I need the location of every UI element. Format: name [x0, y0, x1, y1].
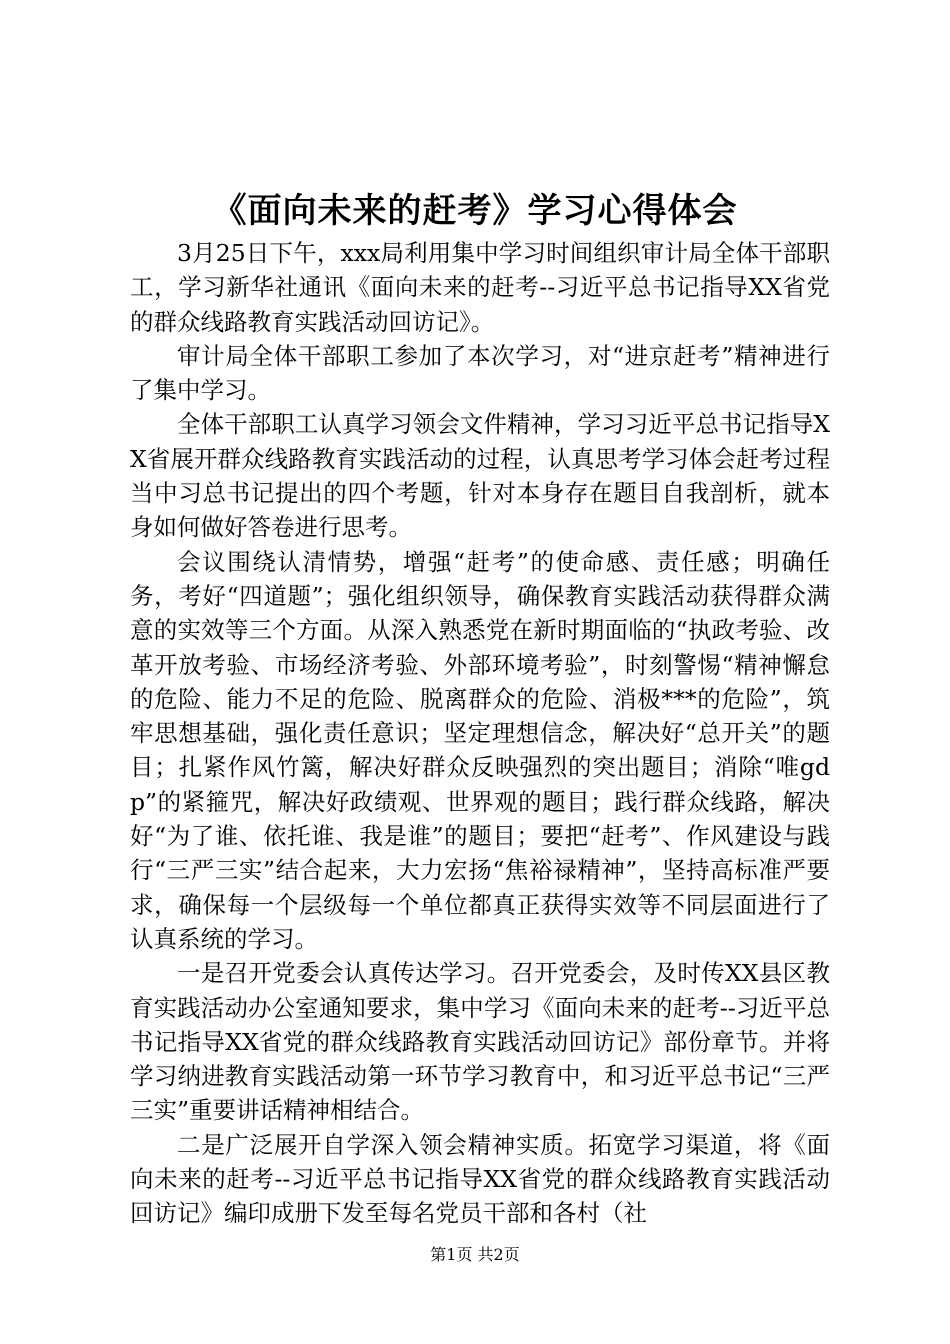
paragraph-1: 3月25日下午，xxx局利用集中学习时间组织审计局全体干部职工，学习新华社通讯《面向未来的赶考--习近平总书记指导XX省党的群众线路教育实践活动回访记》。 [130, 239, 830, 336]
document-title: 《面向未来的赶考》学习心得体会 [212, 191, 738, 231]
paragraph-2: 审计局全体干部职工参加了本次学习，对“进京赶考”精神进行了集中学习。 [130, 341, 830, 405]
paragraph-5: 一是召开党委会认真传达学习。召开党委会，及时传XX县区教育实践活动办公室通知要求，集中学习《面向未来的赶考--习近平总书记指导XX省党的群众线路教育实践活动回访记》部份章节。并将学习纳进教育实践活动第一环节学习教育中，和习近平总书记“三严三实”重要讲话精神相结合。 [130, 959, 830, 1125]
paragraph-6: 二是广泛展开自学深入领会精神实质。拓宽学习渠道，将《面向未来的赶考--习近平总书记指导XX省党的群众线路教育实践活动回访记》编印成册下发至每名党员干部和各村（社 [130, 1130, 830, 1228]
paragraph-3: 全体干部职工认真学习领会文件精神，学习习近平总书记指导XX省展开群众线路教育实践活动的过程，认真思考学习体会赶考过程当中习总书记提出的四个考题，针对本身存在题目自我剖析，就本身如何做好答卷进行思考。 [130, 410, 830, 542]
page-number-footer: 第1页 共2页 [430, 1245, 520, 1264]
document-body [130, 236, 830, 1231]
paragraph-4: 会议围绕认清情势，增强“赶考”的使命感、责任感；明确任务，考好“四道题”；强化组织领导，确保教育实践活动获得群众满意的实效等三个方面。从深入熟悉党在新时期面临的“执政考验、改革开放考验、市场经济考验、外部环境考验”，时刻警惕“精神懈怠的危险、能力不足的危险、脱离群众的危险、消极***的危险”，筑牢思想基础，强化责任意识；坚定理想信念，解决好“总开关”的题目；扎紧作风竹篱，解决好群众反映强烈的突出题目；消除“唯gdp”的紧箍咒，解决好政绩观、世界观的题目；践行群众线路，解决好“为了谁、依托谁、我是谁”的题目；要把“赶考”、作风建设与践行“三严三实”结合起来，大力宏扬“焦裕禄精神”，坚持高标准严要求，确保每一个层级每一个单位都真正获得实效等不同层面进行了认真系统的学习。 [130, 547, 830, 953]
